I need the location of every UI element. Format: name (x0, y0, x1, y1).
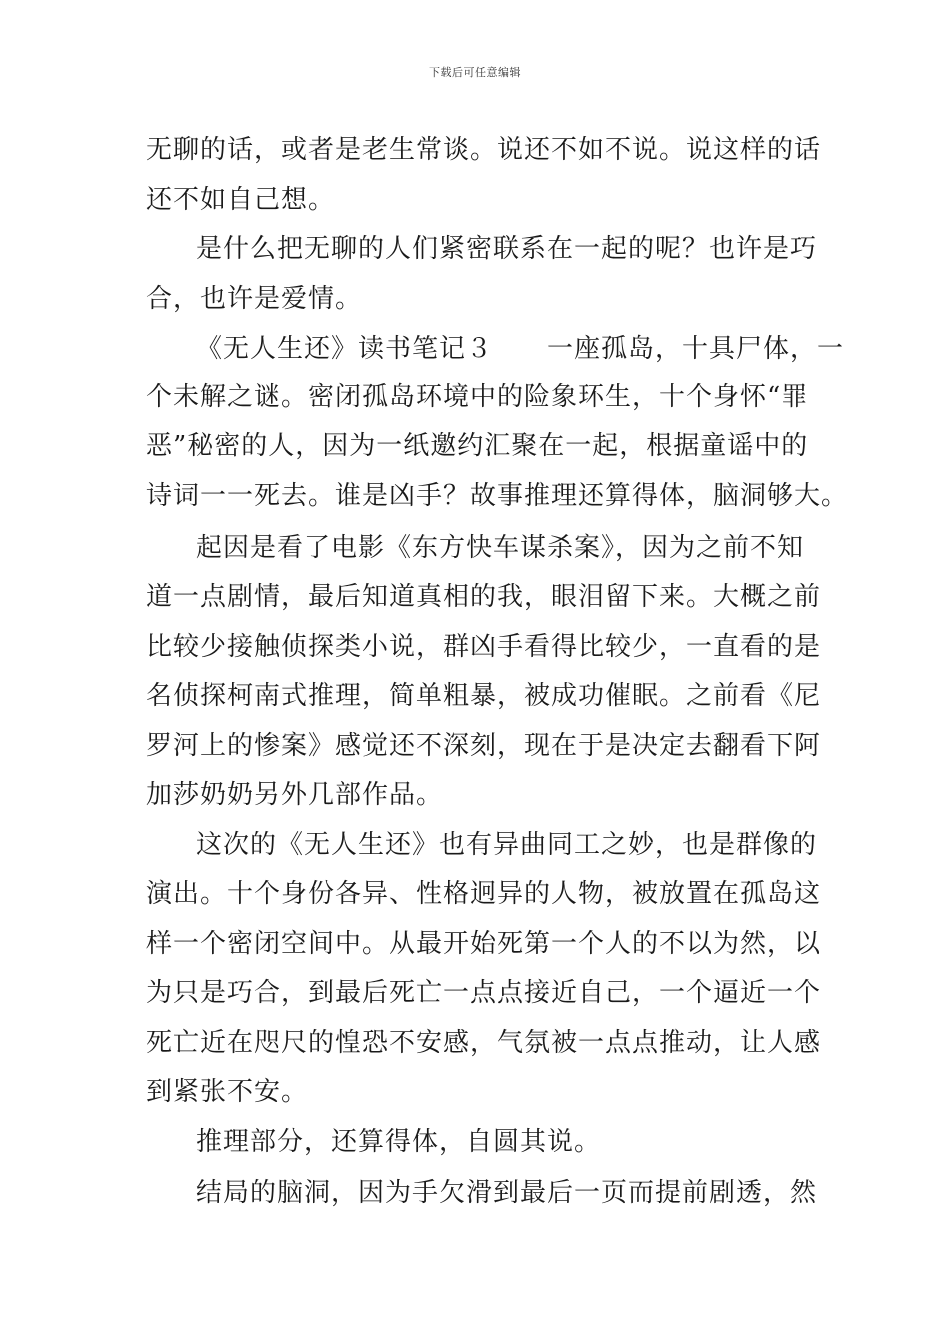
text-line: 加莎奶奶另外几部作品。 (146, 780, 444, 810)
text-line: 无聊的话，或者是老生常谈。说还不如不说。说这样的话 (146, 135, 822, 165)
text-line: 恶”秘密的人，因为一纸邀约汇聚在一起，根据童谣中的 (146, 431, 809, 461)
text-line: 起因是看了电影《东方快车谋杀案》，因为之前不知 (196, 533, 805, 563)
text-line: 演出。十个身份各异、性格迥异的人物，被放置在孤岛这 (146, 879, 822, 909)
text-line: 合，也许是爱情。 (146, 284, 363, 314)
text-line: 名侦探柯南式推理，简单粗暴，被成功催眠。之前看《尼 (146, 681, 822, 711)
text-line: 结局的脑洞，因为手欠滑到最后一页而提前剧透，然 (196, 1178, 818, 1208)
text-line: 死亡近在咫尺的惶恐不安感，气氛被一点点推动，让人感 (146, 1028, 822, 1058)
text-line: 推理部分，还算得体，自圆其说。 (196, 1127, 602, 1157)
text-line: 到紧张不安。 (146, 1077, 309, 1107)
text-line: 比较少接触侦探类小说，群凶手看得比较少，一直看的是 (146, 632, 822, 662)
text-line: 个未解之谜。密闭孤岛环境中的险象环生，十个身怀“罪 (146, 382, 809, 412)
text-line: 样一个密闭空间中。从最开始死第一个人的不以为然，以 (146, 929, 822, 959)
text-line: 罗河上的惨案》感觉还不深刻，现在于是决定去翻看下阿 (146, 731, 822, 761)
text-line: 还不如自己想。 (146, 185, 336, 215)
text-line: 为只是巧合，到最后死亡一点点接近自己，一个逼近一个 (146, 978, 822, 1008)
text-line: 《无人生还》读书笔记３ 一座孤岛，十具尸体，一 (196, 334, 845, 364)
text-line: 是什么把无聊的人们紧密联系在一起的呢？也许是巧 (196, 234, 818, 264)
text-line: 诗词一一死去。谁是凶手？故事推理还算得体，脑洞够大。 (146, 481, 849, 511)
page-header-note: 下载后可任意编辑 (429, 66, 521, 79)
text-line: 这次的《无人生还》也有异曲同工之妙，也是群像的 (196, 830, 818, 860)
text-line: 道一点剧情，最后知道真相的我，眼泪留下来。大概之前 (146, 582, 822, 612)
